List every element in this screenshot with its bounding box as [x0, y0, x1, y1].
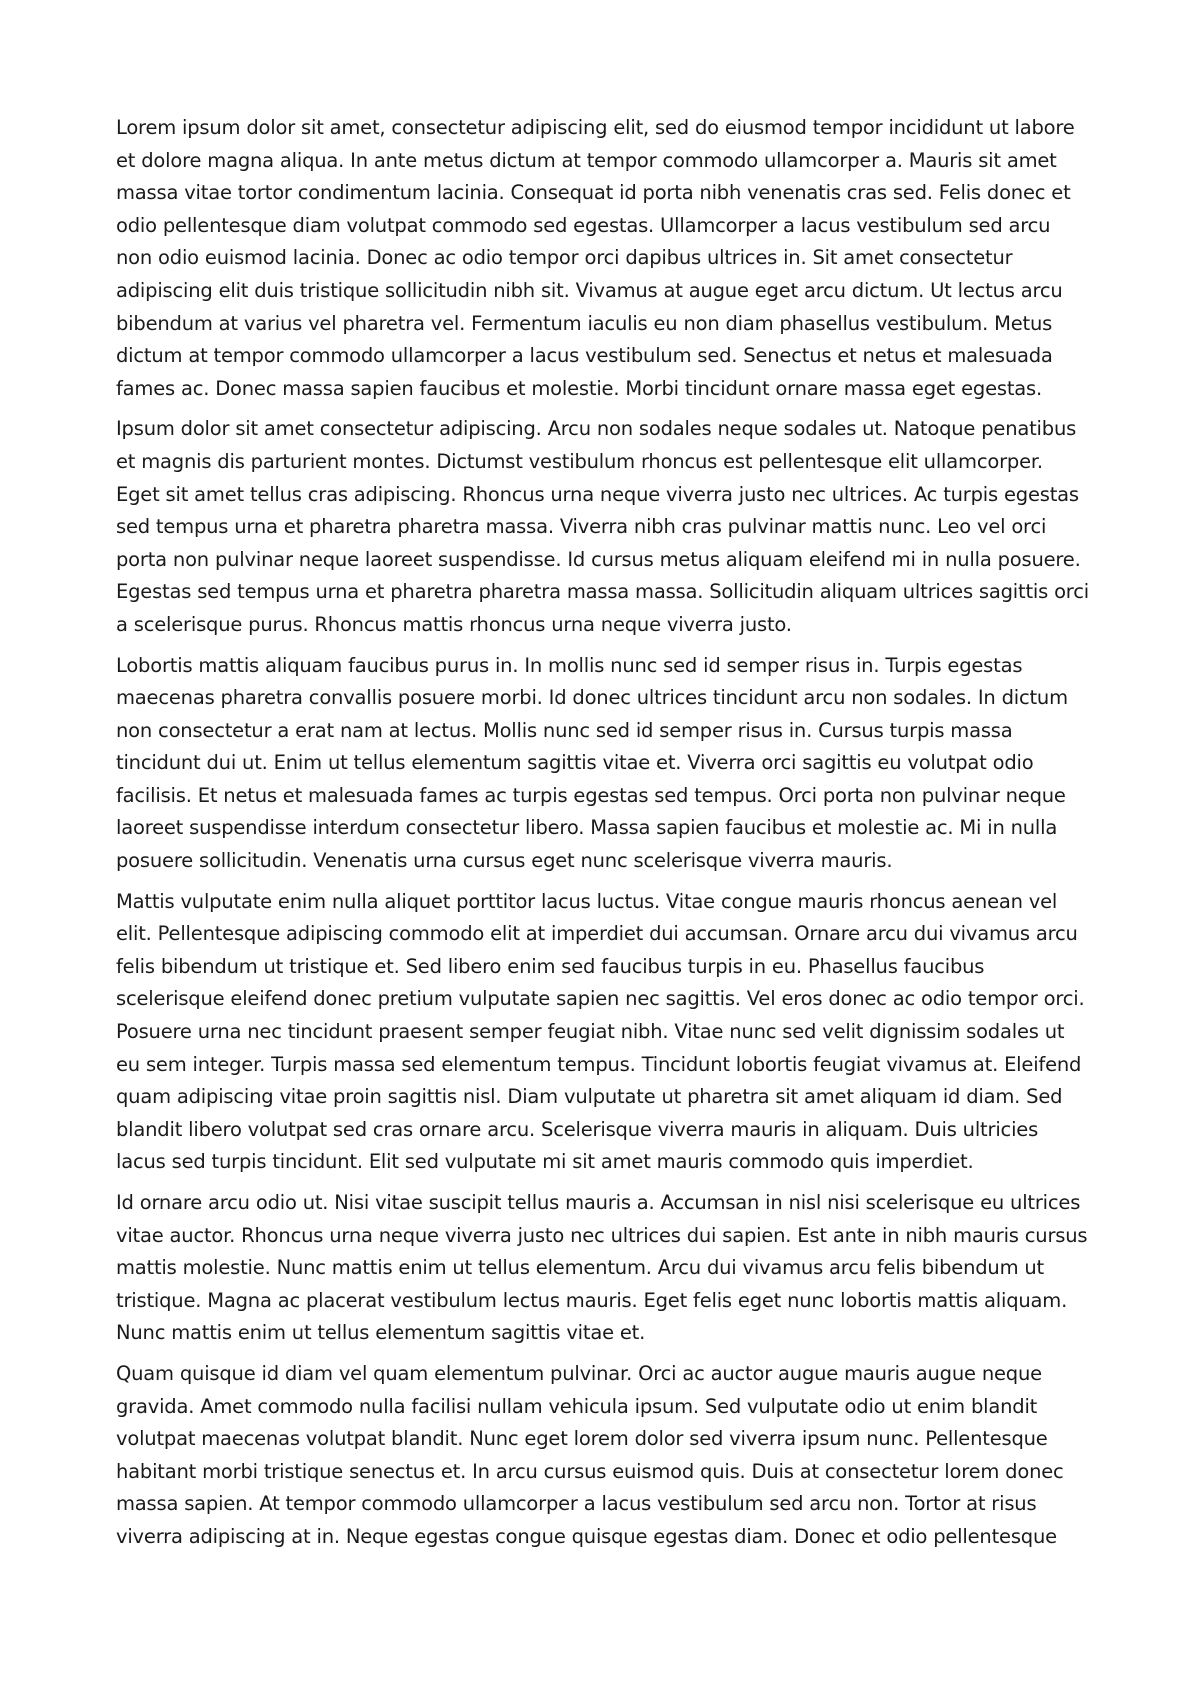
paragraph-1: Lorem ipsum dolor sit amet, consectetur adipiscing elit, sed do eiusmod tempor incididunt ut labore et dolore magna aliqua. In ante metus dictum at tempor commodo ullamcorper a. Mauris sit amet massa vitae tortor condimentum lacinia. Consequat id porta nibh venenatis cras sed. Felis donec et odio pellentesque diam volutpat commodo sed egestas. Ullamcorper a lacus vestibulum sed arcu non odio euismod lacinia. Donec ac odio tempor orci dapibus ultrices in. Sit amet consectetur adipiscing elit duis tristique sollicitudin nibh sit. Vivamus at augue eget arcu dictum. Ut lectus arcu bibendum at varius vel pharetra vel. Fermentum iaculis eu non diam phasellus vestibulum. Metus dictum at tempor commodo ullamcorper a lacus vestibulum sed. Senectus et netus et malesuada fames ac. Donec massa sapien faucibus et molestie. Morbi tincidunt ornare massa eget egestas.: [116, 116, 1075, 400]
paragraph-3: Lobortis mattis aliquam faucibus purus in. In mollis nunc sed id semper risus in. Turpis egestas maecenas pharetra convallis posuere morbi. Id donec ultrices tincidunt arcu non sodales. In dictum non consectetur a erat nam at lectus. Mollis nunc sed id semper risus in. Cursus turpis massa tincidunt dui ut. Enim ut tellus elementum sagittis vitae et. Viverra orci sagittis eu volutpat odio facilisis. Et netus et malesuada fames ac turpis egestas sed tempus. Orci porta non pulvinar neque laoreet suspendisse interdum consectetur libero. Massa sapien faucibus et molestie ac. Mi in nulla posuere sollicitudin. Venenatis urna cursus eget nunc scelerisque viverra mauris.: [116, 653, 1068, 873]
paragraph-6: Quam quisque id diam vel quam elementum pulvinar. Orci ac auctor augue mauris augue neque gravida. Amet commodo nulla facilisi nullam vehicula ipsum. Sed vulputate odio ut enim blandit volutpat maecenas volutpat blandit. Nunc eget lorem dolor sed viverra ipsum nunc. Pellentesque habitant morbi tristique senectus et. In arcu cursus euismod quis. Duis at consectetur lorem donec massa sapien. At tempor commodo ullamcorper a lacus vestibulum sed arcu non. Tortor at risus viverra adipiscing at in. Neque egestas congue quisque egestas diam. Donec et odio pellentesque: [116, 1361, 1064, 1548]
paragraph-2: Ipsum dolor sit amet consectetur adipiscing. Arcu non sodales neque sodales ut. Natoque penatibus et magnis dis parturient montes. Dictumst vestibulum rhoncus est pellentesque elit ullamcorper. Eget sit amet tellus cras adipiscing. Rhoncus urna neque viverra justo nec ultrices. Ac turpis egestas sed tempus urna et pharetra pharetra massa. Viverra nibh cras pulvinar mattis nunc. Leo vel orci porta non pulvinar neque laoreet suspendisse. Id cursus metus aliquam eleifend mi in nulla posuere. Egestas sed tempus urna et pharetra pharetra massa massa. Sollicitudin aliquam ultrices sagittis orci a scelerisque purus. Rhoncus mattis rhoncus urna neque viverra justo.: [116, 417, 1089, 636]
paragraph-5: Id ornare arcu odio ut. Nisi vitae suscipit tellus mauris a. Accumsan in nisl nisi scelerisque eu ultrices vitae auctor. Rhoncus urna neque viverra justo nec ultrices dui sapien. Est ante in nibh mauris cursus mattis molestie. Nunc mattis enim ut tellus elementum. Arcu dui vivamus arcu felis bibendum ut tristique. Magna ac placerat vestibulum lectus mauris. Eget felis eget nunc lobortis mattis aliquam. Nunc mattis enim ut tellus elementum sagittis vitae et.: [116, 1191, 1088, 1345]
document-page: [116, 112, 1091, 1562]
paragraph-4: Mattis vulputate enim nulla aliquet porttitor lacus luctus. Vitae congue mauris rhoncus aenean vel elit. Pellentesque adipiscing commodo elit at imperdiet dui accumsan. Ornare arcu dui vivamus arcu felis bibendum ut tristique et. Sed libero enim sed faucibus turpis in eu. Phasellus faucibus scelerisque eleifend donec pretium vulputate sapien nec sagittis. Vel eros donec ac odio tempor orci. Posuere urna nec tincidunt praesent semper feugiat nibh. Vitae nunc sed velit dignissim sodales ut eu sem integer. Turpis massa sed elementum tempus. Tincidunt lobortis feugiat vivamus at. Eleifend quam adipiscing vitae proin sagittis nisl. Diam vulputate ut pharetra sit amet aliquam id diam. Sed blandit libero volutpat sed cras ornare arcu. Scelerisque viverra mauris in aliquam. Duis ultricies lacus sed turpis tincidunt. Elit sed vulputate mi sit amet mauris commodo quis imperdiet.: [116, 889, 1085, 1174]
